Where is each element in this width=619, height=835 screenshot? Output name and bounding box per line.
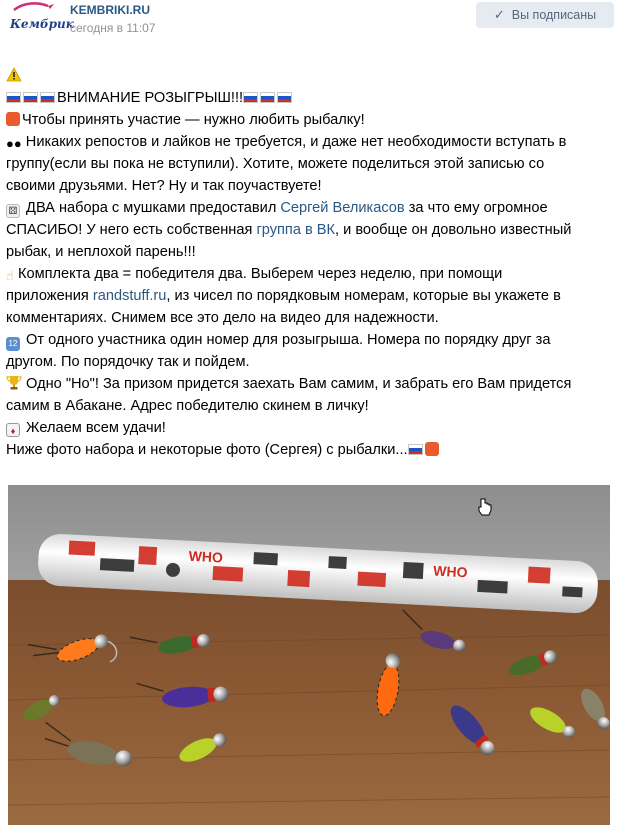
post-date[interactable]: сегодня в 11:07: [70, 21, 156, 35]
post-line-text: Ниже фото набора и некоторые фото (Сергея) с рыбалки...: [6, 442, 408, 458]
warning-line: [6, 65, 612, 87]
post-line: [6, 285, 612, 307]
russia-flag-icon: [6, 92, 21, 103]
tube-label: WHO: [188, 547, 224, 566]
post-line-text: самим в Абакане. Адрес победителю скинем в личку!: [6, 398, 369, 414]
post-photo[interactable]: [8, 485, 610, 825]
post-line: [6, 439, 612, 461]
post-line: [6, 417, 612, 439]
post-line: [6, 153, 612, 175]
vk-group-link[interactable]: группа в ВК: [256, 222, 336, 238]
post-line: [6, 395, 612, 417]
randstuff-link[interactable]: randstuff.ru: [92, 288, 167, 304]
drum-icon: [425, 442, 439, 456]
russia-flag-icon: [408, 444, 423, 455]
input-numbers-icon: 12: [6, 337, 20, 351]
logo-text: Кембрик: [10, 17, 74, 31]
group-name-link[interactable]: KEMBRIKI.RU: [70, 3, 150, 17]
russia-flag-icon: [243, 92, 258, 103]
index-pointing-up-icon: ☝: [6, 268, 14, 283]
subscribed-button[interactable]: [476, 2, 614, 28]
post-line-text: группу(если вы пока не вступили). Хотите, можете поделиться этой записью со: [6, 156, 545, 172]
russia-flag-icon: [277, 92, 292, 103]
post-line-text: ДВА набора с мушками предоставил: [22, 200, 281, 216]
eyes-icon: ●●: [6, 136, 22, 151]
post-line-text: Комплекта два = победителя два. Выберем через неделю, при помощи: [13, 266, 503, 282]
post-line: [6, 351, 612, 373]
post-line-text: Никаких репостов и лайков не требуется, и даже нет необходимости вступать в: [21, 134, 567, 150]
post-title: ВНИМАНИЕ РОЗЫГРЫШ!!!: [57, 90, 244, 106]
kembrik-logo: [8, 0, 74, 40]
post-line-text: , и вообще он довольно известный: [335, 222, 572, 238]
post-line-text: СПАСИБО! У него есть собственная: [6, 222, 257, 238]
warning-icon: [6, 67, 22, 82]
game-die-icon: ⚄: [6, 204, 20, 218]
joker-card-icon: ♦: [6, 423, 20, 437]
post-line: [6, 219, 612, 241]
post-line-text: Желаем всем удачи!: [22, 420, 166, 436]
russia-flag-icon: [260, 92, 275, 103]
post-line-text: рыбак, и неплохой парень!!!: [6, 244, 196, 260]
post-line-title: [6, 87, 612, 109]
post-line-text: От одного участника один номер для розыгрыша. Номера по порядку друг за: [22, 332, 551, 348]
post-line: [6, 329, 612, 351]
fishing-flies-photo: [8, 485, 610, 825]
post-line: [6, 373, 612, 395]
post-line-text: , из чисел по порядковым номерам, которые вы укажете в: [166, 288, 561, 304]
post-line-text: за что ему огромное: [404, 200, 548, 216]
post-line: [6, 241, 612, 263]
post-line: [6, 131, 612, 153]
post-line: [6, 175, 612, 197]
author-link[interactable]: Сергей Великасов: [280, 200, 405, 216]
trophy-icon: [6, 375, 22, 390]
group-avatar[interactable]: [8, 0, 74, 40]
post-line-text: приложения: [6, 288, 93, 304]
post-line-text: другом. По порядочку так и пойдем.: [6, 354, 250, 370]
post-line-text: Одно "Но"! За призом придется заехать Вам самим, и забрать его Вам придется: [22, 376, 572, 392]
post-line: [6, 307, 612, 329]
post-line: [6, 197, 612, 219]
post-text: [6, 65, 612, 461]
tube-label: WHO: [432, 562, 468, 581]
post-line: [6, 109, 612, 131]
russia-flag-icon: [40, 92, 55, 103]
subscribed-label: Вы подписаны: [511, 8, 597, 22]
russia-flag-icon: [23, 92, 38, 103]
post-line-text: Чтобы принять участие — нужно любить рыбалку!: [22, 112, 365, 128]
post-line: [6, 263, 612, 285]
post-line-text: своими друзьями. Нет? Ну и так поучаствуете!: [6, 178, 322, 194]
drum-icon: [6, 112, 20, 126]
check-icon: ✓: [493, 7, 505, 22]
post-line-text: комментариях. Снимем все это дело на видео для надежности.: [6, 310, 439, 326]
post-header: [0, 0, 619, 50]
